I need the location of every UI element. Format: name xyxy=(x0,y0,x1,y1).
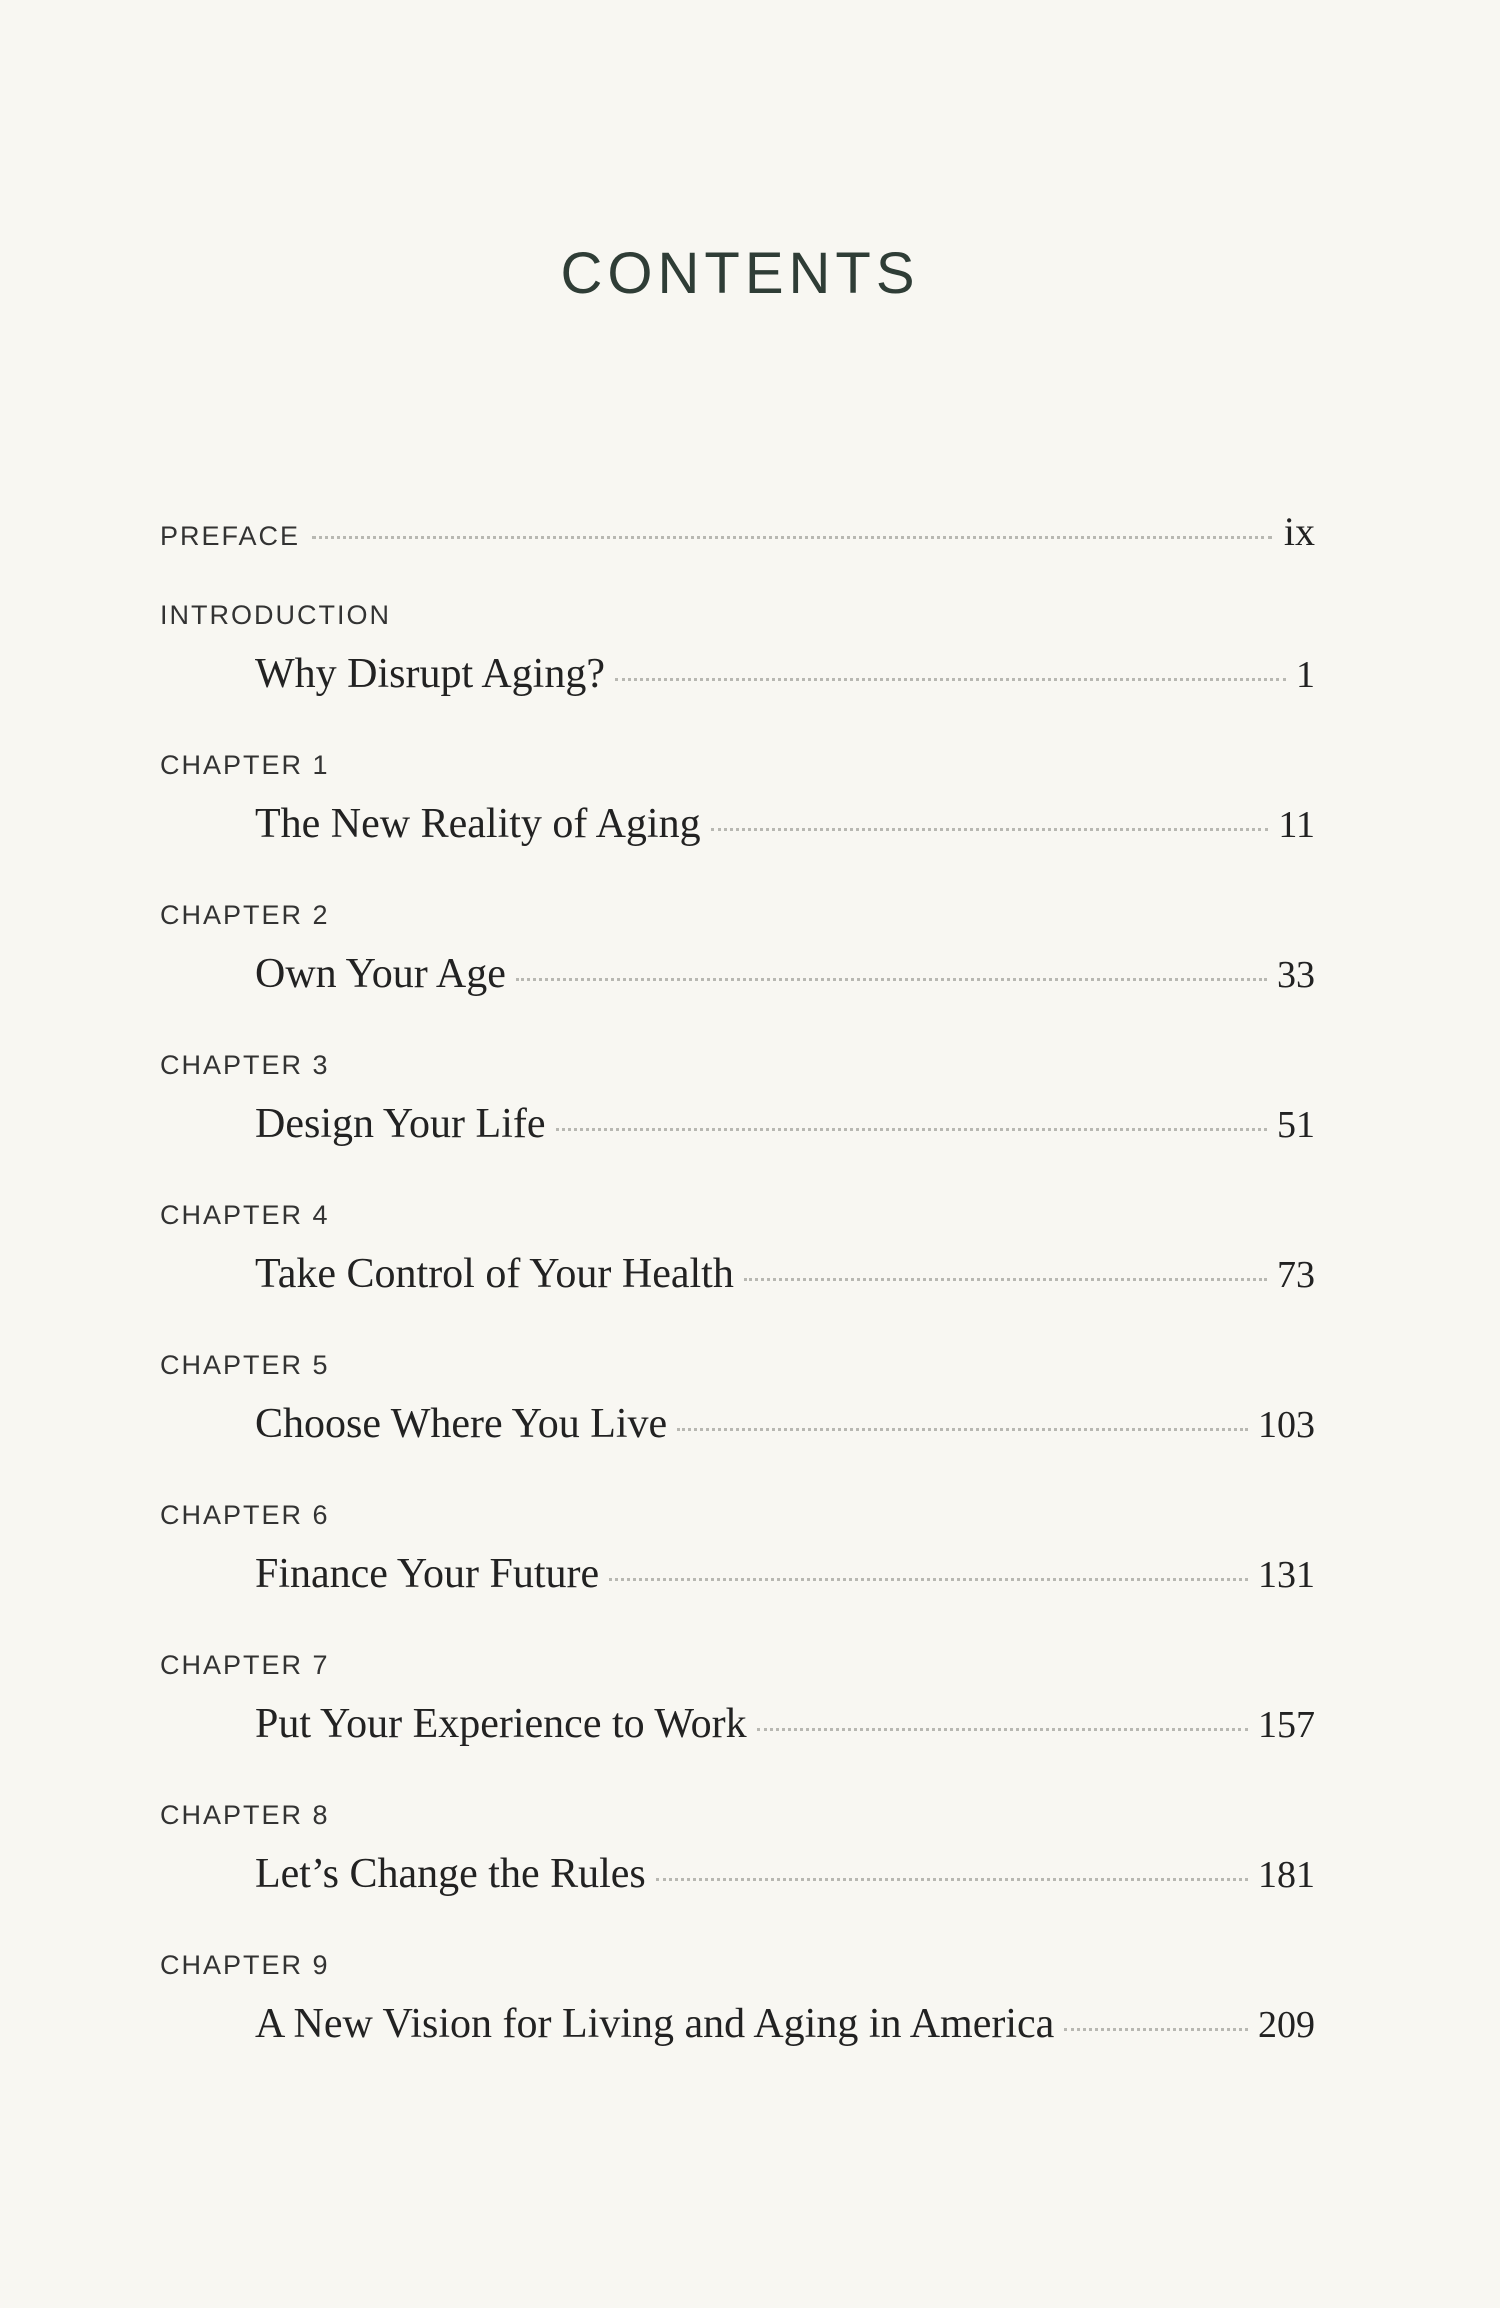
entry-line xyxy=(255,650,1315,698)
entry-label: CHAPTER 5 xyxy=(160,1350,330,1380)
entry-title: Put Your Experience to Work xyxy=(255,1701,747,1747)
entry-line xyxy=(255,1550,1315,1598)
entry-title: Take Control of Your Health xyxy=(255,1251,734,1297)
entry-line xyxy=(255,1700,1315,1748)
dot-leader xyxy=(757,1728,1248,1731)
entry-label: CHAPTER 7 xyxy=(160,1650,330,1680)
entry-label: CHAPTER 6 xyxy=(160,1500,330,1530)
preface-page-number: ix xyxy=(1283,509,1315,554)
entry-line xyxy=(255,950,1315,998)
entry-page-number: 103 xyxy=(1258,1404,1315,1446)
entry-line xyxy=(255,1250,1315,1298)
entry-page-number: 11 xyxy=(1278,804,1315,846)
entry-page-number: 33 xyxy=(1277,954,1315,996)
dot-leader xyxy=(615,678,1286,681)
entry-title: Finance Your Future xyxy=(255,1551,600,1597)
entry-title: The New Reality of Aging xyxy=(255,801,701,847)
entry-page-number: 131 xyxy=(1258,1554,1315,1596)
entry-page-number: 157 xyxy=(1258,1704,1315,1746)
entry-line xyxy=(255,1400,1315,1448)
entry-label: CHAPTER 9 xyxy=(160,1950,330,1980)
dot-leader xyxy=(516,978,1267,981)
entry-label: CHAPTER 8 xyxy=(160,1800,330,1830)
entry-label: INTRODUCTION xyxy=(160,600,391,630)
entry-title: Own Your Age xyxy=(255,951,506,997)
entry-page-number: 209 xyxy=(1258,2004,1315,2046)
entry-line xyxy=(255,1850,1315,1898)
entry-title: Why Disrupt Aging? xyxy=(255,651,605,697)
entry-line xyxy=(255,2000,1315,2048)
entry-title: Let’s Change the Rules xyxy=(255,1851,646,1897)
dot-leader xyxy=(656,1878,1248,1881)
entry-title: A New Vision for Living and Aging in America xyxy=(255,2001,1055,2047)
entry-title: Design Your Life xyxy=(255,1101,546,1147)
page-title: CONTENTS xyxy=(560,241,920,306)
entry-page-number: 73 xyxy=(1277,1254,1315,1296)
entry-line xyxy=(255,800,1315,848)
entry-label: CHAPTER 1 xyxy=(160,750,330,780)
toc-preface[interactable] xyxy=(160,508,1315,555)
dot-leader xyxy=(1064,2028,1248,2031)
entry-title: Choose Where You Live xyxy=(255,1401,668,1447)
entry-page-number: 181 xyxy=(1258,1854,1315,1896)
dot-leader xyxy=(677,1428,1248,1431)
entry-line xyxy=(255,1100,1315,1148)
entry-label: CHAPTER 3 xyxy=(160,1050,330,1080)
dot-leader xyxy=(711,828,1269,831)
entry-label: CHAPTER 2 xyxy=(160,900,330,930)
preface-label: PREFACE xyxy=(160,521,301,551)
entry-page-number: 51 xyxy=(1277,1104,1315,1146)
dot-leader xyxy=(312,536,1272,539)
dot-leader xyxy=(609,1578,1248,1581)
entry-label: CHAPTER 4 xyxy=(160,1200,330,1230)
dot-leader xyxy=(556,1128,1268,1131)
entry-page-number: 1 xyxy=(1296,654,1315,696)
dot-leader xyxy=(744,1278,1267,1281)
